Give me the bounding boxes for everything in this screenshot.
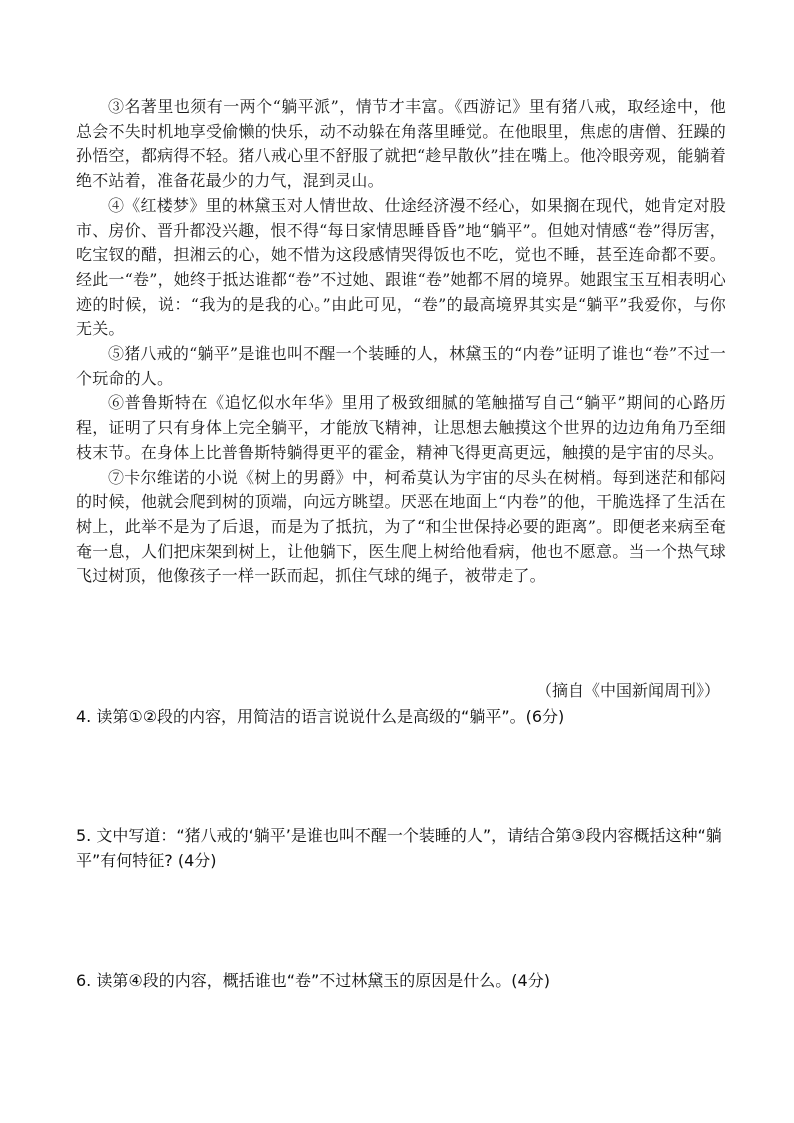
paragraph-3: ③名著里也须有一两个“躺平派”，情节才丰富。《西游记》里有猪八戒，取经途中，他总会不失时机地享受偷懒的快乐，动不动躲在角落里睡觉。在他眼里，焦虑的唐僧、狂躁的孙悟空，都病得不轻。猪八戒心里不舒服了就把“趁早散伙”挂在嘴上。他冷眼旁观，能躺着绝不站着，准备花最少的力气，混到灵山。 [76,97,726,191]
answer-area-6[interactable] [76,998,726,1108]
paragraph-5: ⑤猪八戒的“躺平”是谁也叫不醒一个装睡的人，林黛玉的“内卷”证明了谁也“卷”不过一个玩命的人。 [76,344,726,388]
source-citation: （摘自《中国新闻周刊》） [535,681,720,700]
reading-passage [76,95,726,589]
answer-area-5[interactable] [76,878,726,964]
question-4: 4. 读第①②段的内容，用简洁的语言说说什么是高级的“躺平”。(6分) [76,707,565,726]
paragraph-6: ⑥普鲁斯特在《追忆似水年华》里用了极致细腻的笔触描写自己“躺平”期间的心路历程，证明了只有身体上完全躺平，才能放飞精神，让思想去触摸这个世界的边边角角乃至细枝末节。在身体上比普鲁斯特躺得更平的霍金，精神飞得更高更远，触摸的是宇宙的尽头。 [76,393,726,462]
question-6: 6. 读第④段的内容，概括谁也“卷”不过林黛玉的原因是什么。(4分) [76,971,550,990]
answer-area-4[interactable] [76,734,726,820]
paragraph-4: ④《红楼梦》里的林黛玉对人情世故、仕途经济漫不经心，如果搁在现代，她肯定对股市、房价、晋升都没兴趣，恨不得“每日家情思睡昏昏”地“躺平”。但她对情感“卷”得厉害，吃宝钗的醋，担湘云的心，她不惜为这段感情哭得饭也不吃，觉也不睡，甚至连命都不要。经此一“卷”，她终于抵达谁都“卷”不过她、跟谁“卷”她都不屑的境界。她跟宝玉互相表明心迹的时候，说：“我为的是我的心。”由此可见，“卷”的最高境界其实是“躺平”我爱你，与你无关。 [76,195,726,339]
paragraph-7: ⑦卡尔维诺的小说《树上的男爵》中，柯希莫认为宇宙的尽头在树梢。每到迷茫和郁闷的时候，他就会爬到树的顶端，向远方眺望。厌恶在地面上“内卷”的他，干脆选择了生活在树上，此举不是为了后退，而是为了抵抗，为了“和尘世保持必要的距离”。即便老来病至奄奄一息，人们把床架到树上，让他躺下，医生爬上树给他看病，他也不愿意。当一个热气球飞过树顶，他像孩子一样一跃而起，抓住气球的绳子，被带走了。 [76,467,726,586]
question-5: 5. 文中写道：“猪八戒的‘躺平’是谁也叫不醒一个装睡的人”，请结合第③段内容概括这种“躺平”有何特征? (4分) [76,826,722,870]
